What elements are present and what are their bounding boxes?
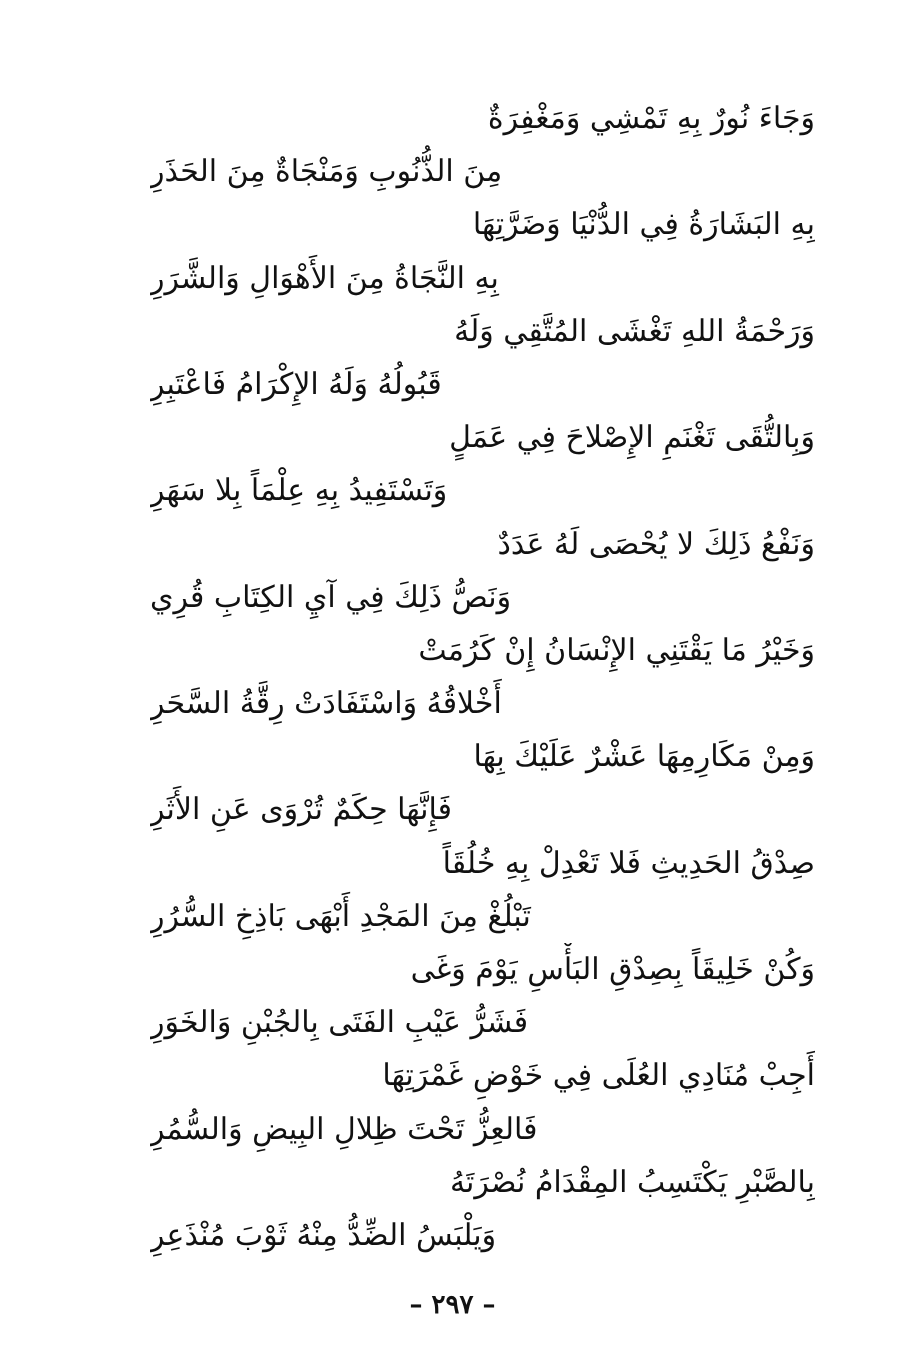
verse-line: تَبْلُغْ مِنَ المَجْدِ أَبْهَى بَاذِخِ السُّرُرِ [150, 898, 531, 934]
verse-line: وَنَصُّ ذَلِكَ فِي آيِ الكِتَابِ قُرِي [150, 579, 512, 615]
verse-line: قَبُولُهُ وَلَهُ الإِكْرَامُ فَاعْتَبِرِ [150, 366, 442, 402]
verse-line: وَخَيْرُ مَا يَقْتَنِي الإِنْسَانُ إِنْ كَرُمَتْ [418, 632, 815, 668]
verse-line: وَيَلْبَسُ الضِّدُّ مِنْهُ ثَوْبَ مُنْذَعِرِ [150, 1217, 497, 1253]
verse-line: فَإِنَّهَا حِكَمٌ تُرْوَى عَنِ الأَثَرِ [150, 792, 452, 828]
poem-verses [150, 92, 815, 1262]
verse-line: مِنَ الذُّنُوبِ وَمَنْجَاةٌ مِنَ الحَذَرِ [150, 154, 503, 190]
verse-line: وَنَفْعُ ذَلِكَ لا يُحْصَى لَهُ عَدَدٌ [497, 526, 815, 562]
verse-line: أَخْلاقُهُ وَاسْتَفَادَتْ رِقَّةُ السَّحَرِ [150, 686, 502, 722]
verse-line: فَالعِزُّ تَحْتَ ظِلالِ البِيضِ وَالسُّمُرِ [150, 1111, 538, 1147]
page-number: – ٢٩٧ – [409, 1290, 496, 1320]
verse-line: أَجِبْ مُنَادِي العُلَى فِي خَوْضِ غَمْرَتِهَا [382, 1058, 815, 1094]
verse-line: وَكُنْ خَلِيقَاً بِصِدْقِ البَأْسِ يَوْمَ وَغَى [410, 952, 815, 987]
verse-line: بِهِ النَّجَاةُ مِنَ الأَهْوَالِ وَالشَّرَرِ [150, 260, 499, 296]
verse-line: وَمِنْ مَكَارِمِهَا عَشْرٌ عَلَيْكَ بِهَا [473, 739, 815, 775]
verse-line: بِهِ البَشَارَةُ فِي الدُّنْيَا وَضَرَّتِهَا [472, 207, 815, 243]
verse-line: وَرَحْمَةُ اللهِ تَغْشَى المُتَّقِي وَلَهُ [454, 313, 815, 349]
verse-line: بِالصَّبْرِ يَكْتَسِبُ المِقْدَامُ نُصْرَتَهُ [449, 1164, 815, 1200]
verse-line: صِدْقُ الحَدِيثِ فَلا تَعْدِلْ بِهِ خُلُقَاً [442, 845, 815, 881]
verse-line: وَبِالتُّقَى تَغْنَمِ الإِصْلاحَ فِي عَمَلٍ [449, 420, 815, 456]
verse-line: وَتَسْتَفِيدُ بِهِ عِلْمَاً بِلا سَهَرِ [150, 473, 448, 509]
verse-line: فَشَرُّ عَيْبِ الفَتَى بِالجُبْنِ وَالخَوَرِ [150, 1005, 529, 1041]
verse-line: وَجَاءَ نُورٌ بِهِ تَمْشِي وَمَغْفِرَةٌ [487, 101, 815, 136]
